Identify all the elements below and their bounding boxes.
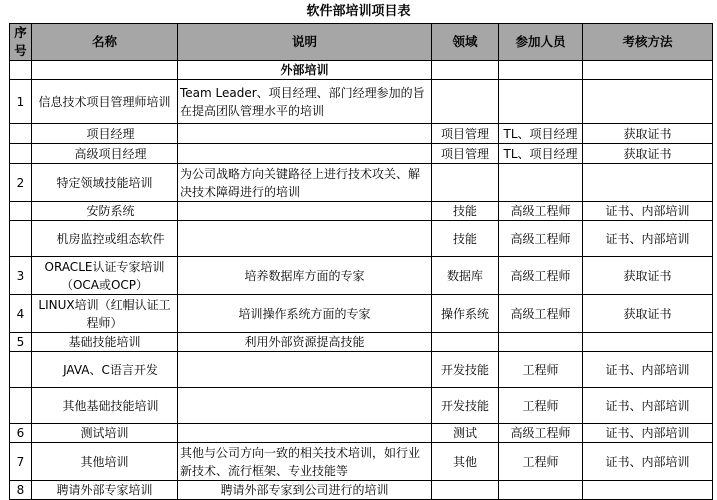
method-cell: 获取证书 <box>583 257 713 295</box>
seq-cell: 3 <box>10 257 32 295</box>
seq-cell: 1 <box>10 80 32 124</box>
name-cell: 其他培训 <box>32 443 178 481</box>
desc-cell <box>178 144 432 164</box>
people-cell <box>499 164 583 202</box>
header-method: 考核方法 <box>583 24 713 61</box>
domain-cell: 项目管理 <box>432 144 499 164</box>
domain-cell <box>432 481 499 500</box>
name-cell: 基础技能培训 <box>32 333 178 352</box>
name-cell: LINUX培训（红帽认证工程师） <box>32 295 178 333</box>
seq-cell <box>10 144 32 164</box>
name-cell: JAVA、C语言开发 <box>32 352 178 388</box>
table-row <box>10 202 713 221</box>
table-row <box>10 333 713 352</box>
domain-cell <box>432 333 499 352</box>
seq-cell <box>10 388 32 424</box>
name-cell: 其他基础技能培训 <box>32 388 178 424</box>
header-people: 参加人员 <box>499 24 583 61</box>
people-cell <box>499 333 583 352</box>
table-row <box>10 388 713 424</box>
domain-cell <box>432 164 499 202</box>
desc-cell <box>178 221 432 257</box>
domain-cell: 开发技能 <box>432 352 499 388</box>
header-row <box>10 24 713 61</box>
domain-cell: 数据库 <box>432 257 499 295</box>
table-row <box>10 257 713 295</box>
section-people-cell <box>499 61 583 80</box>
domain-cell: 测试 <box>432 424 499 443</box>
method-cell: 获取证书 <box>583 124 713 144</box>
desc-cell: 聘请外部专家到公司进行的培训 <box>178 481 432 500</box>
people-cell: TL、项目经理 <box>499 144 583 164</box>
domain-cell: 其他 <box>432 443 499 481</box>
section-title: 外部培训 <box>178 61 432 80</box>
people-cell: 高级工程师 <box>499 221 583 257</box>
name-cell: 信息技术项目管理师培训 <box>32 80 178 124</box>
training-table <box>9 23 713 500</box>
method-cell: 获取证书 <box>583 144 713 164</box>
desc-cell: Team Leader、项目经理、部门经理参加的旨在提高团队管理水平的培训 <box>178 80 432 124</box>
people-cell: 工程师 <box>499 352 583 388</box>
desc-cell <box>178 424 432 443</box>
table-row <box>10 295 713 333</box>
table-row <box>10 443 713 481</box>
method-cell: 证书、内部培训 <box>583 202 713 221</box>
header-name: 名称 <box>32 24 178 61</box>
table-row <box>10 144 713 164</box>
desc-cell: 利用外部资源提高技能 <box>178 333 432 352</box>
name-cell: 安防系统 <box>32 202 178 221</box>
desc-cell <box>178 202 432 221</box>
table-row <box>10 481 713 500</box>
name-cell: 高级项目经理 <box>32 144 178 164</box>
section-name-cell <box>32 61 178 80</box>
method-cell <box>583 164 713 202</box>
domain-cell: 技能 <box>432 221 499 257</box>
method-cell <box>583 333 713 352</box>
table-row <box>10 124 713 144</box>
desc-cell: 其他与公司方向一致的相关技术培训，如行业新技术、流行框架、专业技能等 <box>178 443 432 481</box>
people-cell: 高级工程师 <box>499 257 583 295</box>
table-row <box>10 164 713 202</box>
desc-cell <box>178 124 432 144</box>
section-domain-cell <box>432 61 499 80</box>
method-cell <box>583 481 713 500</box>
method-cell: 证书、内部培训 <box>583 221 713 257</box>
domain-cell <box>432 80 499 124</box>
desc-cell <box>178 388 432 424</box>
name-cell: ORACLE认证专家培训（OCA或OCP） <box>32 257 178 295</box>
section-method-cell <box>583 61 713 80</box>
page-title: 软件部培训项目表 <box>306 4 411 19</box>
desc-cell <box>178 352 432 388</box>
table-row <box>10 424 713 443</box>
method-cell <box>583 80 713 124</box>
people-cell: TL、项目经理 <box>499 124 583 144</box>
domain-cell: 开发技能 <box>432 388 499 424</box>
seq-cell: 7 <box>10 443 32 481</box>
people-cell: 工程师 <box>499 443 583 481</box>
domain-cell: 技能 <box>432 202 499 221</box>
header-seq: 序号 <box>10 24 32 61</box>
method-cell: 证书、内部培训 <box>583 424 713 443</box>
name-cell: 测试培训 <box>32 424 178 443</box>
method-cell: 获取证书 <box>583 295 713 333</box>
table-row <box>10 80 713 124</box>
seq-cell <box>10 221 32 257</box>
seq-cell <box>10 124 32 144</box>
people-cell: 工程师 <box>499 388 583 424</box>
seq-cell: 6 <box>10 424 32 443</box>
people-cell <box>499 80 583 124</box>
desc-cell: 培训操作系统方面的专家 <box>178 295 432 333</box>
seq-cell: 2 <box>10 164 32 202</box>
header-domain: 领域 <box>432 24 499 61</box>
method-cell: 证书、内部培训 <box>583 352 713 388</box>
table-row <box>10 352 713 388</box>
name-cell: 特定领域技能培训 <box>32 164 178 202</box>
header-desc: 说明 <box>178 24 432 61</box>
seq-cell <box>10 202 32 221</box>
section-row <box>10 61 713 80</box>
table-row <box>10 221 713 257</box>
people-cell: 高级工程师 <box>499 202 583 221</box>
name-cell: 聘请外部专家培训 <box>32 481 178 500</box>
desc-cell: 为公司战略方向关键路径上进行技术攻关、解决技术障碍进行的培训 <box>178 164 432 202</box>
method-cell: 证书、内部培训 <box>583 388 713 424</box>
desc-cell: 培养数据库方面的专家 <box>178 257 432 295</box>
people-cell: 高级工程师 <box>499 295 583 333</box>
domain-cell: 项目管理 <box>432 124 499 144</box>
seq-cell <box>10 352 32 388</box>
domain-cell: 操作系统 <box>432 295 499 333</box>
seq-cell: 4 <box>10 295 32 333</box>
seq-cell: 5 <box>10 333 32 352</box>
people-cell <box>499 481 583 500</box>
people-cell: 高级工程师 <box>499 424 583 443</box>
name-cell: 机房监控或组态软件 <box>32 221 178 257</box>
name-cell: 项目经理 <box>32 124 178 144</box>
method-cell: 证书、内部培训 <box>583 443 713 481</box>
section-seq-cell <box>10 61 32 80</box>
seq-cell: 8 <box>10 481 32 500</box>
